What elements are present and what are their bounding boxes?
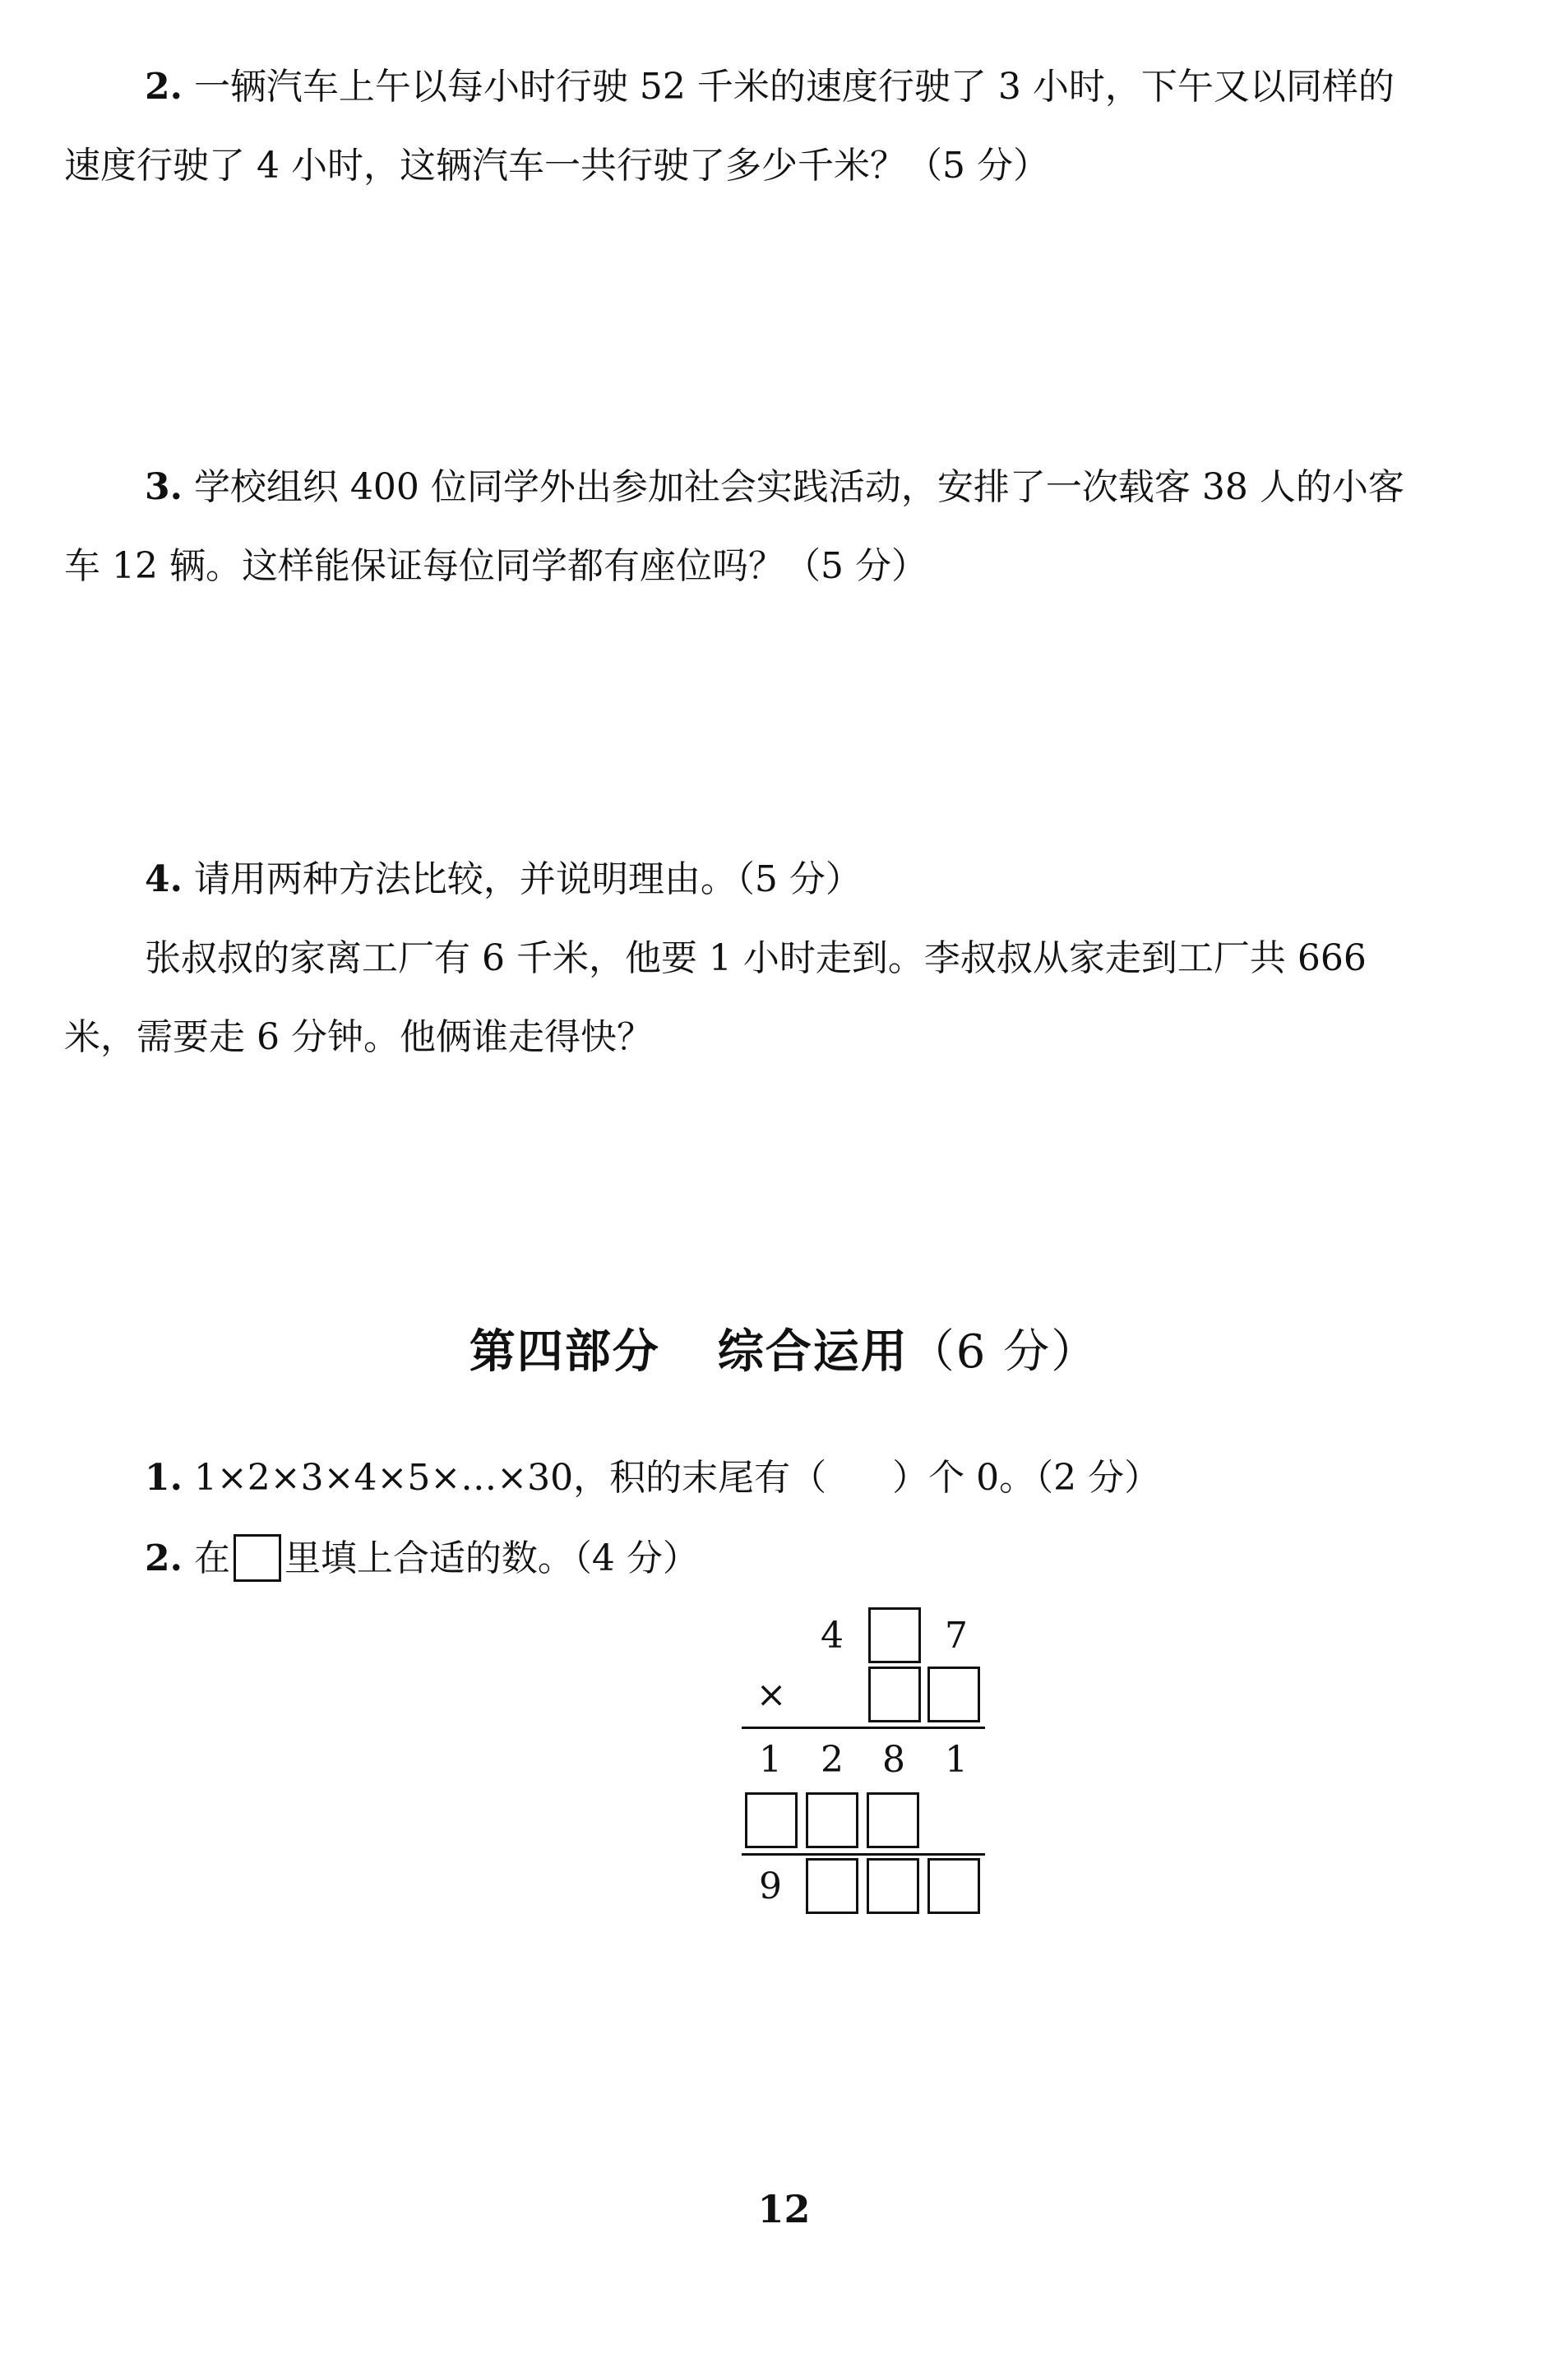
answer-box[interactable] bbox=[867, 1858, 919, 1914]
question-number: 4. bbox=[145, 858, 183, 900]
answer-box[interactable] bbox=[927, 1858, 980, 1914]
answer-box[interactable] bbox=[868, 1607, 921, 1663]
question-text-cont: 速度行驶了 4 小时，这辆汽车一共行驶了多少千米？（5 分） bbox=[64, 145, 1049, 187]
question-number: 1. bbox=[145, 1457, 183, 1499]
question-text: 一辆汽车上午以每小时行驶 52 千米的速度行驶了 3 小时，下午又以同样的 bbox=[193, 66, 1395, 108]
question-text: 请用两种方法比较，并说明理由。（5 分） bbox=[193, 858, 862, 900]
section-part: 第四部分 bbox=[469, 1325, 660, 1379]
answer-box[interactable] bbox=[806, 1858, 858, 1914]
answer-box[interactable] bbox=[927, 1667, 980, 1722]
digit: 2 bbox=[821, 1739, 844, 1781]
digit: 4 bbox=[821, 1615, 844, 1657]
answer-box[interactable] bbox=[867, 1792, 919, 1848]
page-number: 12 bbox=[757, 2187, 811, 2231]
question-number: 2. bbox=[145, 1537, 183, 1579]
answer-box[interactable] bbox=[868, 1667, 921, 1722]
section-score: （6 分） bbox=[908, 1325, 1099, 1379]
digit: 9 bbox=[759, 1865, 782, 1907]
question-text: 1×2×3×4×5×…×30，积的末尾有（ bbox=[193, 1457, 827, 1499]
question-number: 3. bbox=[145, 466, 183, 508]
answer-box[interactable] bbox=[745, 1792, 798, 1848]
multiply-sign: × bbox=[756, 1674, 787, 1716]
answer-box[interactable] bbox=[806, 1792, 858, 1848]
question-text-cont: 车 12 辆。这样能保证每位同学都有座位吗？（5 分） bbox=[64, 545, 927, 587]
digit: 1 bbox=[945, 1739, 968, 1781]
digit: 7 bbox=[945, 1615, 968, 1657]
question-body-cont: 米，需要走 6 分钟。他俩谁走得快？ bbox=[64, 1016, 653, 1058]
question-text-end: ）个 0。（2 分） bbox=[892, 1457, 1161, 1499]
digit: 1 bbox=[759, 1739, 782, 1781]
section-name: 综合运用 bbox=[717, 1325, 909, 1379]
question-text: 学校组织 400 位同学外出参加社会实践活动，安排了一次载客 38 人的小客 bbox=[193, 466, 1404, 508]
question-text-end: 里填上合适的数。（4 分） bbox=[284, 1537, 699, 1579]
question-text: 在 bbox=[193, 1537, 230, 1579]
question-body: 张叔叔的家离工厂有 6 千米，他要 1 小时走到。李叔叔从家走到工厂共 666 bbox=[145, 937, 1367, 979]
digit: 8 bbox=[882, 1739, 905, 1781]
result-line bbox=[742, 1727, 985, 1729]
sum-line bbox=[742, 1853, 985, 1856]
question-number: 2. bbox=[145, 66, 183, 108]
